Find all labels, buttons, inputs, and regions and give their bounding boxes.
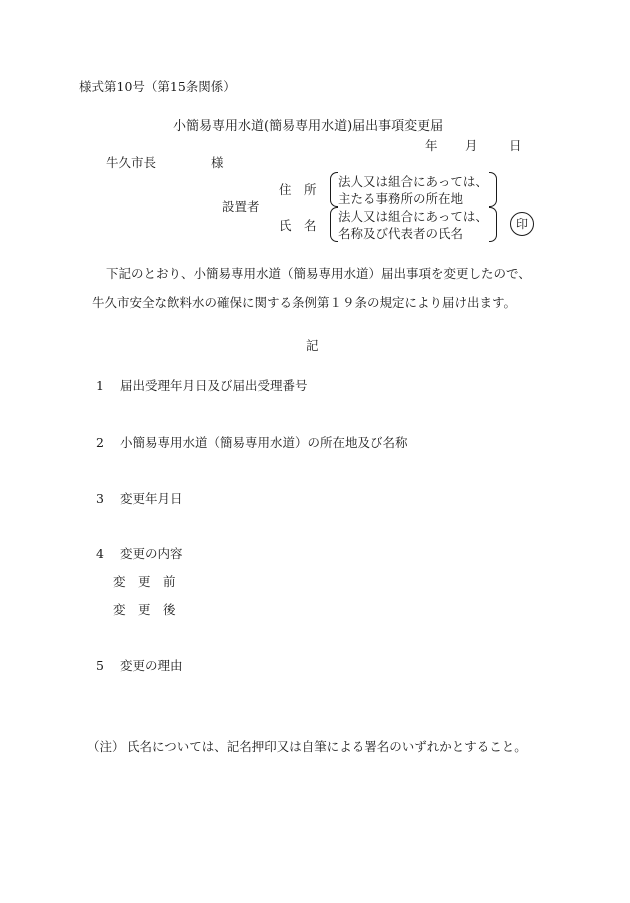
name-bracket-left (330, 207, 338, 242)
name-bracket-right (489, 207, 497, 242)
addressee-honorific: 様 (211, 155, 224, 170)
address-note-line2: 主たる事務所の所在地 (338, 191, 464, 206)
item-4-number: 4 (96, 546, 104, 561)
address-label: 住 所 (279, 182, 317, 197)
item-4-label: 変更の内容 (120, 546, 183, 561)
name-label: 氏 名 (279, 218, 317, 233)
form-number: 様式第10号（第15条関係） (79, 79, 236, 94)
address-note-line1: 法人又は組合にあっては、 (338, 174, 488, 189)
date-month: 月 (465, 138, 478, 153)
form-title: 小簡易専用水道(簡易専用水道)届出事項変更届 (173, 119, 444, 134)
address-bracket-right (489, 172, 497, 207)
change-after: 変 更 後 (113, 602, 176, 617)
item-1-number: 1 (96, 378, 104, 393)
body-line1: 下記のとおり、小簡易専用水道（簡易専用水道）届出事項を変更したので、 (106, 266, 531, 281)
item-3-label: 変更年月日 (120, 491, 183, 506)
seal-text: 印 (515, 217, 528, 231)
name-note-line2: 名称及び代表者の氏名 (338, 226, 464, 241)
item-5-number: 5 (96, 658, 104, 673)
item-3-number: 3 (96, 491, 104, 506)
item-2-number: 2 (96, 435, 104, 450)
item-2-label: 小簡易専用水道（簡易専用水道）の所在地及び名称 (120, 435, 408, 450)
item-1-label: 届出受理年月日及び届出受理番号 (120, 378, 308, 393)
date-day: 日 (509, 138, 522, 153)
date-year: 年 (425, 138, 438, 153)
seal-mark (510, 212, 534, 236)
change-before: 変 更 前 (113, 574, 176, 589)
ki-heading: 記 (306, 338, 319, 353)
addressee-name: 牛久市長 (106, 155, 157, 170)
body-line2: 牛久市安全な飲料水の確保に関する条例第１９条の規定により届け出ます。 (92, 295, 517, 310)
item-5-label: 変更の理由 (120, 658, 183, 673)
installer-label: 設置者 (222, 199, 260, 214)
note-label: （注） (87, 739, 125, 754)
address-bracket-left (330, 172, 338, 207)
note-text: 氏名については、記名押印又は自筆による署名のいずれかとすること。 (127, 739, 527, 754)
name-note-line1: 法人又は組合にあっては、 (338, 209, 488, 224)
